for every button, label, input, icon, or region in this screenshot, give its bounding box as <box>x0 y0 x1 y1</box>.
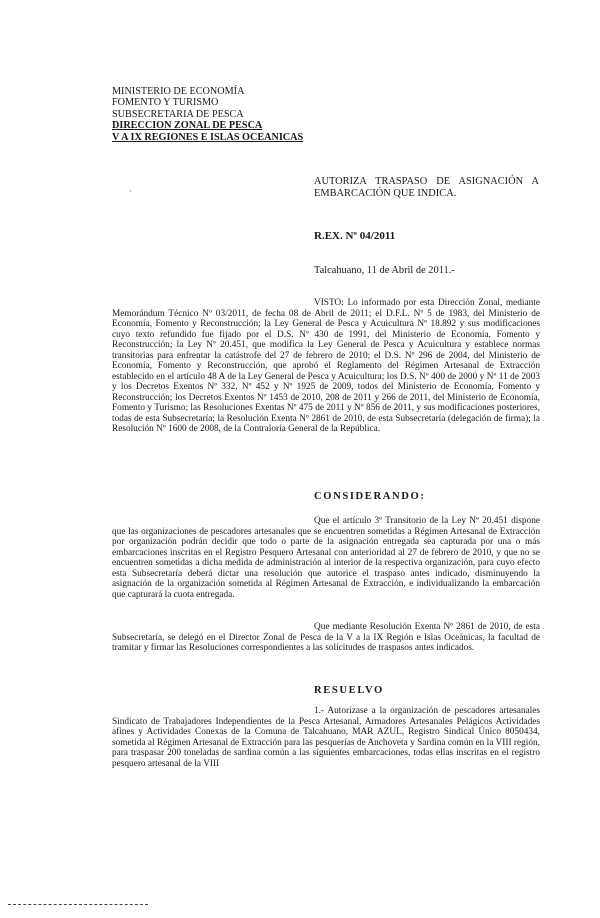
region-line: V A IX REGIONES E ISLAS OCEANICAS <box>112 131 304 143</box>
visto-paragraph: VISTO: Lo informado por esta Dirección Zonal, mediante Memorándum Técnico Nº 03/2011, de fecha 08 de Abril de 2011; el D.F.L. Nº 5 de 1983, del Ministerio de Economía, Fomento y Reconstrucción; la Ley General de Pesca y Acuicultura Nº 18.892 y sus modificaciones cuyo texto refundido fue fijado por el D.S. Nº 430 de 1991, del Ministerio de Economía, Fomento y Reconstrucción; la Ley Nº 20.451, que modifica la Ley General de Pesca y Acuicultura y establece normas transitorias para enfrentar la catástrofe del 27 de febrero de 2010; el D.S. Nº 296 de 2004, del Ministerio de Economía, Fomento y Reconstrucción, que aprobó el Reglamento del Régimen Artesanal de Extracción establecido en el artículo 48 A de la Ley General de Pesca y Acuicultura; los D.S. Nº 400 de 2000 y Nº 11 de 2003 y los Decretos Exentos Nº 332, Nº 452 y Nº 1925 de 2009, todos del Ministerio de Economía, Fomento y Reconstrucción; los Decretos Exentos Nº 1453 de 2010, 208 de 2011 y 266 de 2011, del Ministerio de Economía, Fomento y Turismo; las Resoluciones Exentas Nº 475 de 2011 y Nº 856 de 2011, y sus modificaciones posteriores, todas de esta Subsecretaría; la Resolución Exenta Nº 2861 de 2010, de esta Subsecretaría (delegación de firma); la Resolución Nº 1600 de 2008, de la Contraloría General de la República. <box>112 298 540 434</box>
direction-line: DIRECCION ZONAL DE PESCA <box>112 120 263 132</box>
resolution-subject: AUTORIZA TRASPASO DE ASIGNACIÓN A EMBARCACIÓN QUE INDICA. <box>314 176 539 199</box>
subsecretariat-line: SUBSECRETARIA DE PESCA <box>112 108 244 120</box>
ministry-line-2: FOMENTO Y TURISMO <box>112 97 219 109</box>
letterhead <box>112 86 303 143</box>
footer-rule <box>8 904 148 905</box>
resuelvo-heading: RESUELVO <box>314 685 384 696</box>
considerando-paragraph-2: Que mediante Resolución Exenta Nº 2861 de 2010, de esta Subsecretaría, se delegó en el Director Zonal de Pesca de la V a la IX Región e Islas Oceánicas, la facultad de tramitar y firmar las Resoluciones correspondientes a las solicitudes de traspasos antes indicados. <box>112 622 540 653</box>
considerando-heading: CONSIDERANDO: <box>314 491 426 502</box>
resuelvo-paragraph-1: 1.- Autorízase a la organización de pescadores artesanales Sindicato de Trabajadores Independientes de la Pesca Artesanal, Armadores Artesanales Pelágicos Actividades afines y Actividades Conexas de la Comuna de Talcahuano, MAR AZUL, Registro Sindical Único 8050434, sometida al Régimen Artesanal de Extracción para las pesquerías de Anchoveta y Sardina común en la VIII región, para traspasar 200 toneladas de sardina común a las siguientes embarcaciones, todas ellas inscritas en el registro pesquero artesanal de la VIII <box>112 706 540 769</box>
stray-mark: · <box>129 187 132 196</box>
considerando-paragraph-1: Que el artículo 3º Transitorio de la Ley Nº 20.451 dispone que las organizaciones de pescadores artesanales que se encuentren sometidas a Régimen Artesanal de Extracción por organización podrán decidir que todo o parte de la asignación entregada sea capturada por una o más embarcaciones inscritas en el Registro Pesquero Artesanal con anterioridad al 27 de febrero de 2010, y que no se encuentren sometidas a dicha medida de administración al interior de la respectiva organización, para cuyo efecto esta Subsecretaría deberá dictar una resolución que autorice el traspaso antes indicado, disminuyendo la asignación de la organización sometida al Régimen Artesanal de Extracción, e individualizando la embarcación que capturará la cuota entregada. <box>112 516 540 600</box>
ministry-line: MINISTERIO DE ECONOMÍA <box>112 86 245 97</box>
place-date: Talcahuano, 11 de Abril de 2011.- <box>314 265 455 276</box>
resolution-number: R.EX. Nº 04/2011 <box>314 230 396 242</box>
